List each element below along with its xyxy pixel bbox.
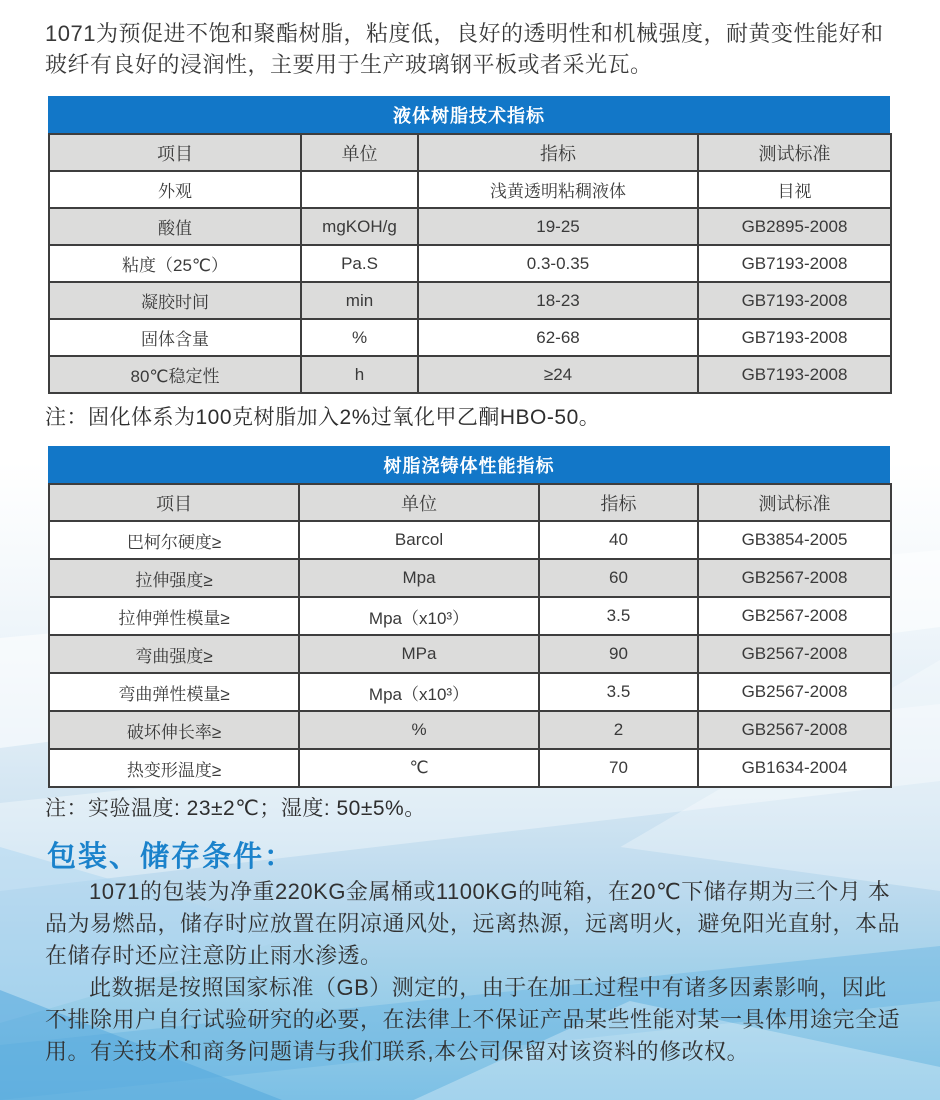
cell-standard: GB2567-2008 — [698, 673, 891, 711]
casting-performance-table-title: 树脂浇铸体性能指标 — [48, 446, 890, 483]
cell-unit: % — [299, 711, 539, 749]
cell-standard: GB2567-2008 — [698, 635, 891, 673]
table-row — [49, 282, 891, 319]
table-header-row — [49, 134, 891, 171]
cell-standard: GB2567-2008 — [698, 559, 891, 597]
cell-standard: GB1634-2004 — [698, 749, 891, 787]
cell-standard: GB7193-2008 — [698, 282, 891, 319]
casting-performance-spec-table — [48, 483, 892, 788]
cell-spec: 浅黄透明粘稠液体 — [418, 171, 698, 208]
cell-spec: 19-25 — [418, 208, 698, 245]
cell-standard: GB7193-2008 — [698, 356, 891, 393]
cell-unit: mgKOH/g — [301, 208, 418, 245]
cell-unit: Pa.S — [301, 245, 418, 282]
table-row — [49, 597, 891, 635]
table-header-row — [49, 484, 891, 521]
liquid-resin-table-title: 液体树脂技术指标 — [48, 96, 890, 133]
cell-standard: GB2567-2008 — [698, 711, 891, 749]
cell-spec: 40 — [539, 521, 698, 559]
cell-spec: 90 — [539, 635, 698, 673]
column-header-item: 项目 — [49, 484, 299, 521]
cell-standard: GB7193-2008 — [698, 319, 891, 356]
cell-standard: GB2567-2008 — [698, 597, 891, 635]
table-row — [49, 521, 891, 559]
cell-spec: 3.5 — [539, 597, 698, 635]
cell-unit: Mpa（x10³） — [299, 597, 539, 635]
cell-item: 弯曲弹性模量≥ — [49, 673, 299, 711]
column-header-standard: 测试标准 — [698, 484, 891, 521]
table-row — [49, 319, 891, 356]
column-header-spec: 指标 — [539, 484, 698, 521]
cell-spec: ≥24 — [418, 356, 698, 393]
liquid-resin-table — [48, 96, 890, 394]
cell-spec: 60 — [539, 559, 698, 597]
curing-system-note: 注：固化体系为100克树脂加入2%过氧化甲乙酮HBO-50。 — [45, 406, 601, 429]
cell-spec: 62-68 — [418, 319, 698, 356]
table-row — [49, 635, 891, 673]
cell-standard: GB2895-2008 — [698, 208, 891, 245]
table-row — [49, 749, 891, 787]
table-row — [49, 171, 891, 208]
cell-item: 破坏伸长率≥ — [49, 711, 299, 749]
cell-item: 弯曲强度≥ — [49, 635, 299, 673]
column-header-standard: 测试标准 — [698, 134, 891, 171]
cell-standard: GB3854-2005 — [698, 521, 891, 559]
disclaimer-paragraph: 此数据是按照国家标准（GB）测定的，由于在加工过程中有诸多因素影响，因此不排除用户自行试验研究的必要，在法律上不保证产品某些性能对某一具体用途完全适用。有关技术和商务问题请与我们联系,本公司保留对该资料的修改权。 — [45, 975, 901, 1064]
cell-item: 80℃稳定性 — [49, 356, 301, 393]
cell-unit: Mpa（x10³） — [299, 673, 539, 711]
casting-performance-table — [48, 446, 890, 788]
cell-unit: ℃ — [299, 749, 539, 787]
storage-paragraph: 1071的包装为净重220KG金属桶或1100KG的吨箱，在20℃下储存期为三个月 本品为易燃品，储存时应放置在阴凉通风处，远离热源，远离明火，避免阳光直射，本品在储存时还应注意防止雨水渗透。 — [45, 879, 901, 968]
table-row — [49, 559, 891, 597]
cell-item: 拉伸强度≥ — [49, 559, 299, 597]
column-header-spec: 指标 — [418, 134, 698, 171]
cell-spec: 3.5 — [539, 673, 698, 711]
cell-standard: 目视 — [698, 171, 891, 208]
cell-item: 凝胶时间 — [49, 282, 301, 319]
cell-unit: h — [301, 356, 418, 393]
table-row — [49, 711, 891, 749]
cell-unit — [301, 171, 418, 208]
table-row — [49, 245, 891, 282]
packaging-storage-heading: 包装、储存条件： — [47, 841, 296, 873]
intro-paragraph: 1071为预促进不饱和聚酯树脂，粘度低，良好的透明性和机械强度，耐黄变性能好和玻纤有良好的浸润性，主要用于生产玻璃钢平板或者采光瓦。 — [45, 21, 884, 77]
column-header-unit: 单位 — [299, 484, 539, 521]
cell-item: 酸值 — [49, 208, 301, 245]
cell-item: 粘度（25℃） — [49, 245, 301, 282]
cell-standard: GB7193-2008 — [698, 245, 891, 282]
cell-unit: Barcol — [299, 521, 539, 559]
cell-spec: 70 — [539, 749, 698, 787]
liquid-resin-spec-table — [48, 133, 892, 394]
cell-item: 热变形温度≥ — [49, 749, 299, 787]
cell-item: 外观 — [49, 171, 301, 208]
cell-item: 固体含量 — [49, 319, 301, 356]
cell-unit: MPa — [299, 635, 539, 673]
test-conditions-note: 注：实验温度: 23±2℃；湿度: 50±5%。 — [45, 797, 426, 820]
cell-unit: min — [301, 282, 418, 319]
cell-spec: 18-23 — [418, 282, 698, 319]
table-row — [49, 208, 891, 245]
table-row — [49, 356, 891, 393]
cell-unit: % — [301, 319, 418, 356]
cell-spec: 0.3-0.35 — [418, 245, 698, 282]
cell-item: 巴柯尔硬度≥ — [49, 521, 299, 559]
cell-unit: Mpa — [299, 559, 539, 597]
cell-item: 拉伸弹性模量≥ — [49, 597, 299, 635]
table-row — [49, 673, 891, 711]
cell-spec: 2 — [539, 711, 698, 749]
column-header-unit: 单位 — [301, 134, 418, 171]
column-header-item: 项目 — [49, 134, 301, 171]
